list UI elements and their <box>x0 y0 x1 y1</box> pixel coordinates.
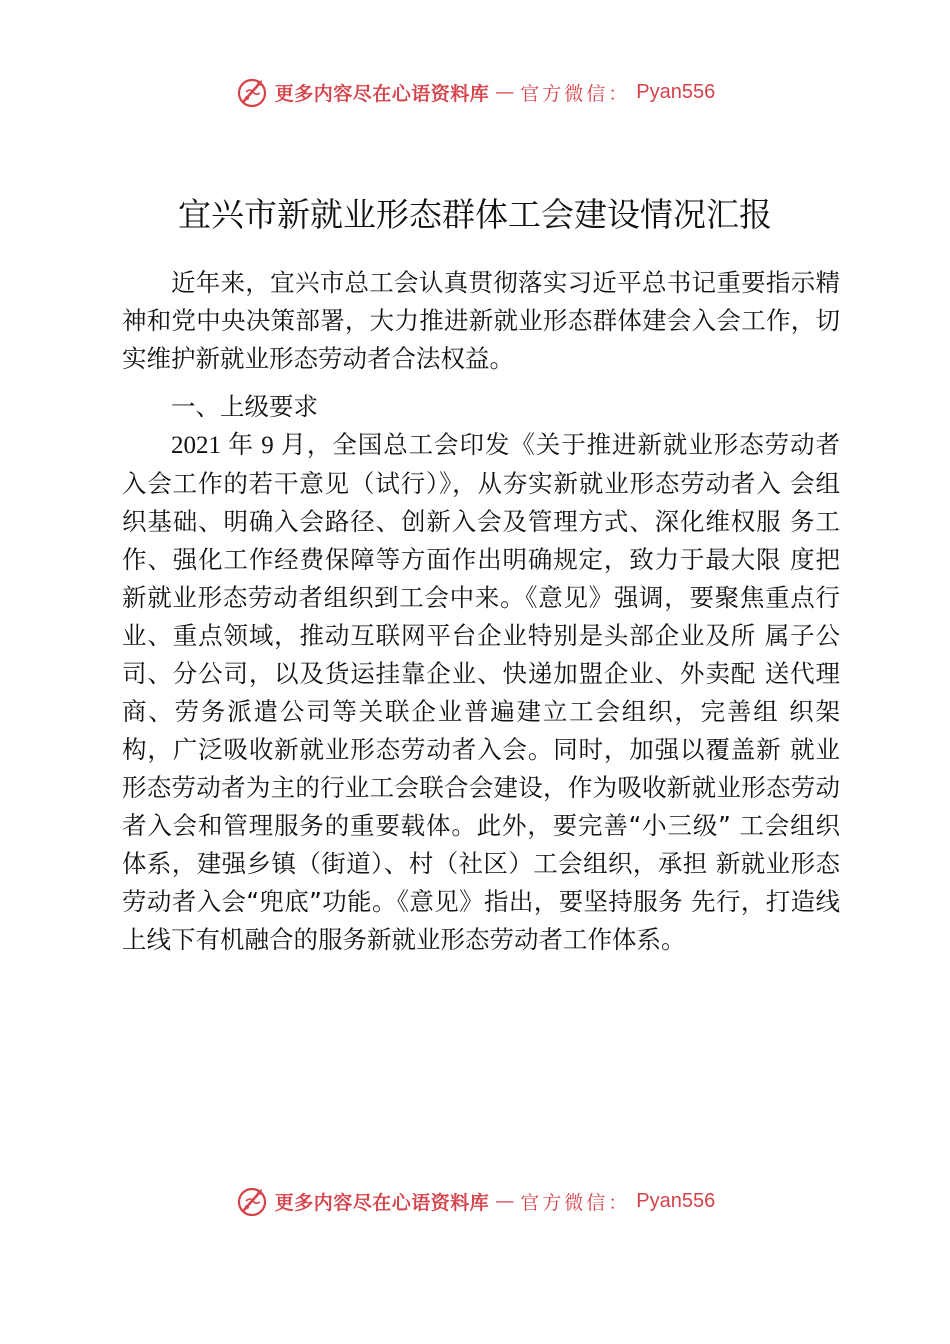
watermark-logo-icon <box>235 75 269 109</box>
watermark-separator: — <box>495 1190 515 1212</box>
watermark-text: 更多内容尽在心语资料库 <box>274 82 490 105</box>
watermark-wechat-id: Pyan556 <box>636 80 716 103</box>
section-date: 2021 年 9 月 <box>171 432 307 459</box>
section-paragraph <box>122 426 840 959</box>
document-title: 宜兴市新就业形态群体工会建设情况汇报 <box>178 195 772 234</box>
watermark-wechat-label: 官方微信： <box>520 82 631 105</box>
bottom-watermark <box>0 1183 950 1219</box>
top-watermark <box>0 74 950 110</box>
watermark-wechat-label: 官方微信： <box>520 1191 631 1214</box>
watermark-separator: — <box>495 81 515 103</box>
watermark-logo-icon <box>235 1184 269 1218</box>
section-heading: 一、上级要求 <box>171 392 318 421</box>
watermark-wechat-id: Pyan556 <box>636 1189 716 1212</box>
watermark-text: 更多内容尽在心语资料库 <box>274 1191 490 1214</box>
document-body <box>122 264 840 959</box>
intro-paragraph: 近年来，宜兴市总工会认真贯彻落实习近平总书记重要指示精神和党中央决策部署，大力推进新就业形态群体建会入会工作，切实维护新就业形态劳动者合法权益。 <box>122 268 840 373</box>
section-body-text: ，全国总工会印发《关于推进新就业形态劳动者入会工作的若干意见（试行）》，从夯实新就业形态劳动者入 会组织基础、明确入会路径、创新入会及管理方式、深化维权服 务工作、强化工作经费保障等方面作出明确规定，致力于最大限 度把新就业形态劳动者组织到工会中来。《意见》强调，要聚焦重点行业、重点领域，推动互联网平台企业特别是头部企业及所 属子公司、分公司，以及货运挂靠企业、快递加盟企业、外卖配 送代理商、劳务派遣公司等关联企业普遍建立工会组织，完善组 织架构，广泛吸收新就业形态劳动者入会。同时，加强以覆盖新 就业形态劳动者为主的行业工会联合会建设，作为吸收新就业形态劳动者入会和管理服务的重要载体。此外，要完善“小三级” 工会组织体系，建强乡镇（街道）、村（社区）工会组织，承担 新就业形态劳动者入会“兜底”功能。《意见》指出，要坚持服务 先行，打造线上线下有机融合的服务新就业形态劳动者工作体系。 <box>122 430 840 954</box>
